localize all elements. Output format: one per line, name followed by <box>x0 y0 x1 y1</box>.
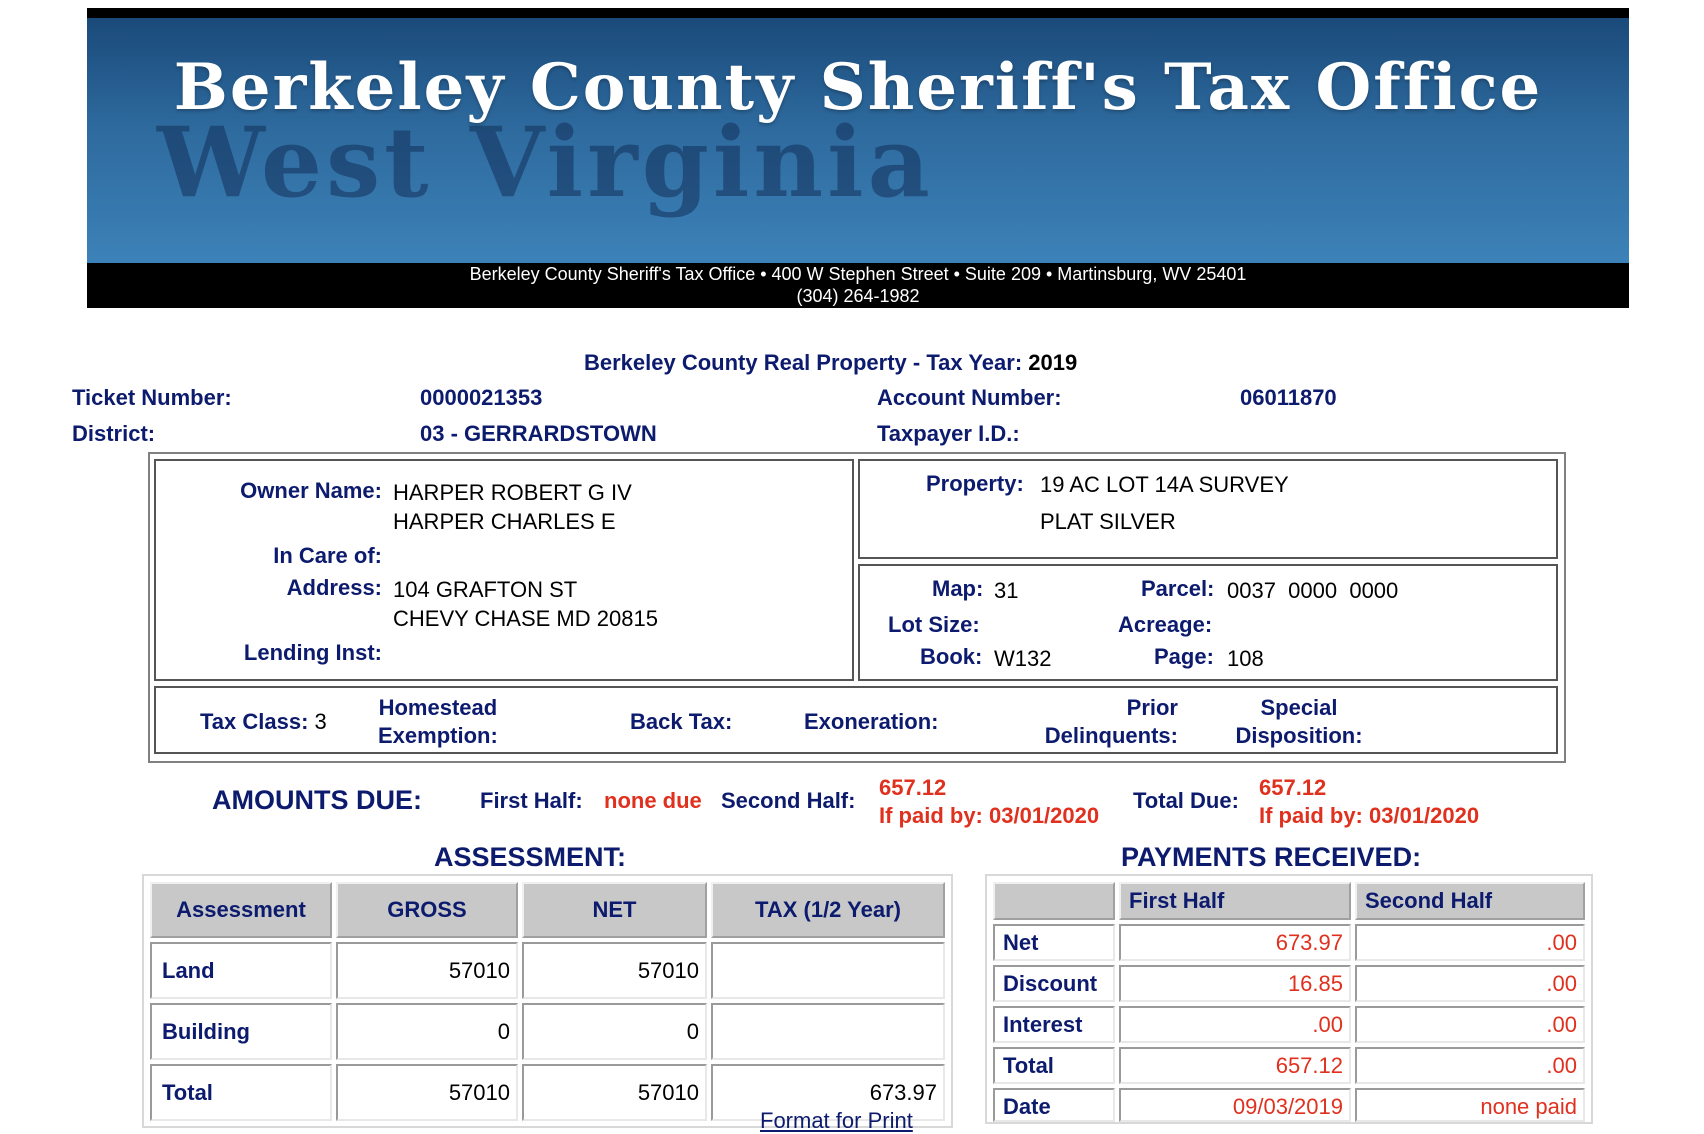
assessment-row-name: Building <box>150 1003 332 1060</box>
payment-first-half: 09/03/2019 <box>1119 1088 1351 1122</box>
second-half-paid-by: If paid by: 03/01/2020 <box>879 803 1100 828</box>
address-line2: CHEVY CHASE MD 20815 <box>393 606 658 631</box>
page-label: Page: <box>1154 644 1214 669</box>
first-half-value: none due <box>604 788 702 813</box>
assessment-gross: 57010 <box>336 1064 518 1121</box>
site-banner <box>87 18 1629 263</box>
payment-first-half: 16.85 <box>1119 965 1351 1002</box>
lending-inst-label: Lending Inst: <box>243 640 382 665</box>
prior-label-line1: Prior <box>1126 695 1178 720</box>
payment-second-half: .00 <box>1355 1047 1585 1084</box>
payment-row-name: Net <box>993 924 1115 961</box>
payments-blank-header <box>993 882 1115 920</box>
total-due-paid-by: If paid by: 03/01/2020 <box>1259 803 1480 828</box>
back-tax-label: Back Tax: <box>630 709 733 734</box>
book-value: W132 <box>994 646 1052 671</box>
second-half-amount: 657.12 <box>879 775 947 800</box>
property-description-box <box>858 459 1558 559</box>
map-value: 31 <box>994 578 1019 603</box>
assessment-heading: ASSESSMENT: <box>434 842 627 872</box>
homestead-label-line1: Homestead <box>378 695 498 720</box>
tax-class-box <box>154 686 1558 754</box>
payment-row-name: Discount <box>993 965 1115 1002</box>
total-due-label: Total Due: <box>1133 788 1239 813</box>
assessment-tax: 673.97 <box>711 1064 945 1121</box>
payment-first-half: 673.97 <box>1119 924 1351 961</box>
assessment-net: 0 <box>522 1003 707 1060</box>
homestead-exemption-label <box>378 694 498 750</box>
owner-name-label: Owner Name: <box>240 478 382 503</box>
property-line2: PLAT SILVER <box>1040 509 1176 534</box>
banner-watermark: West Virginia <box>157 106 934 219</box>
district-label: District: <box>72 421 156 446</box>
map-parcel-box <box>858 564 1558 681</box>
address-line1: 104 GRAFTON ST <box>393 577 578 602</box>
assessment-row-name: Total <box>150 1064 332 1121</box>
office-phone: (304) 264-1982 <box>796 286 920 306</box>
banner-title: Berkeley County Sheriff's Tax Office <box>173 50 1543 125</box>
payments-heading: PAYMENTS RECEIVED: <box>1121 842 1422 872</box>
payment-row-name: Date <box>993 1088 1115 1122</box>
page-value: 108 <box>1227 646 1264 671</box>
tax-class <box>200 709 327 735</box>
assessment-gross: 57010 <box>336 942 518 999</box>
account-number-label: Account Number: <box>877 385 1062 410</box>
parcel-label: Parcel: <box>1141 576 1215 601</box>
second-half-col-header: Second Half <box>1355 882 1585 920</box>
taxpayer-id-label: Taxpayer I.D.: <box>877 421 1020 446</box>
payments-table <box>985 874 1593 1124</box>
payment-second-half: .00 <box>1355 965 1585 1002</box>
payment-row-name: Interest <box>993 1006 1115 1043</box>
amounts-due-heading: AMOUNTS DUE: <box>212 785 422 815</box>
homestead-label-line2: Exemption: <box>378 723 498 748</box>
page-title-label: Berkeley County Real Property - Tax Year: <box>584 350 1023 375</box>
property-label: Property: <box>926 471 1024 496</box>
map-label: Map: <box>932 576 984 601</box>
ticket-number-label: Ticket Number: <box>72 385 232 410</box>
format-for-print-link[interactable]: Format for Print <box>760 1108 913 1133</box>
tax-year: 2019 <box>1028 350 1078 375</box>
gross-col-header: GROSS <box>336 882 518 938</box>
acreage-label: Acreage: <box>1118 612 1213 637</box>
special-label-line2: Disposition: <box>1235 723 1363 748</box>
assessment-row-name: Land <box>150 942 332 999</box>
net-col-header: NET <box>522 882 707 938</box>
property-line1: 19 AC LOT 14A SURVEY <box>1040 472 1289 497</box>
banner-top-bar <box>87 8 1629 18</box>
total-due <box>1259 774 1479 830</box>
prior-label-line2: Delinquents: <box>1044 723 1178 748</box>
assessment-tax <box>711 1003 945 1060</box>
assessment-tax <box>711 942 945 999</box>
office-address-bar <box>87 263 1629 308</box>
payment-second-half: .00 <box>1355 1006 1585 1043</box>
prior-delinquents-label <box>1018 694 1178 750</box>
assessment-table <box>142 874 953 1128</box>
address-label: Address: <box>286 575 382 600</box>
assessment-net: 57010 <box>522 942 707 999</box>
second-half-due <box>879 774 1099 830</box>
in-care-of-label: In Care of: <box>273 543 382 568</box>
district-value: 03 - GERRARDSTOWN <box>420 421 657 446</box>
parcel-value: 0037 0000 0000 <box>1227 578 1399 603</box>
assessment-gross: 0 <box>336 1003 518 1060</box>
exoneration-label: Exoneration: <box>804 709 939 734</box>
first-half-col-header: First Half <box>1119 882 1351 920</box>
assessment-net: 57010 <box>522 1064 707 1121</box>
payment-second-half: none paid <box>1355 1088 1585 1122</box>
special-disposition-label <box>1226 694 1372 750</box>
page-title <box>584 350 1077 376</box>
tax-class-value: 3 <box>314 709 327 734</box>
payment-first-half: 657.12 <box>1119 1047 1351 1084</box>
owner-name-line1: HARPER ROBERT G IV <box>393 480 632 505</box>
print-link-clip <box>760 1108 960 1133</box>
first-half-label: First Half: <box>480 788 583 813</box>
account-number: 06011870 <box>1240 385 1337 410</box>
owner-box <box>154 459 854 681</box>
lot-size-label: Lot Size: <box>888 612 980 637</box>
ticket-number: 0000021353 <box>420 385 543 410</box>
payment-first-half: .00 <box>1119 1006 1351 1043</box>
tax-class-label: Tax Class: <box>200 709 309 734</box>
payment-second-half: .00 <box>1355 924 1585 961</box>
payment-row-name: Total <box>993 1047 1115 1084</box>
office-address: Berkeley County Sheriff's Tax Office • 400 W Stephen Street • Suite 209 • Martinsburg, WV 25401 <box>469 264 1247 284</box>
total-due-amount: 657.12 <box>1259 775 1327 800</box>
tax-col-header: TAX (1/2 Year) <box>711 882 945 938</box>
owner-name-line2: HARPER CHARLES E <box>393 509 616 534</box>
assessment-col-header: Assessment <box>150 882 332 938</box>
second-half-label: Second Half: <box>721 788 856 813</box>
special-label-line1: Special <box>1260 695 1338 720</box>
book-label: Book: <box>920 644 983 669</box>
